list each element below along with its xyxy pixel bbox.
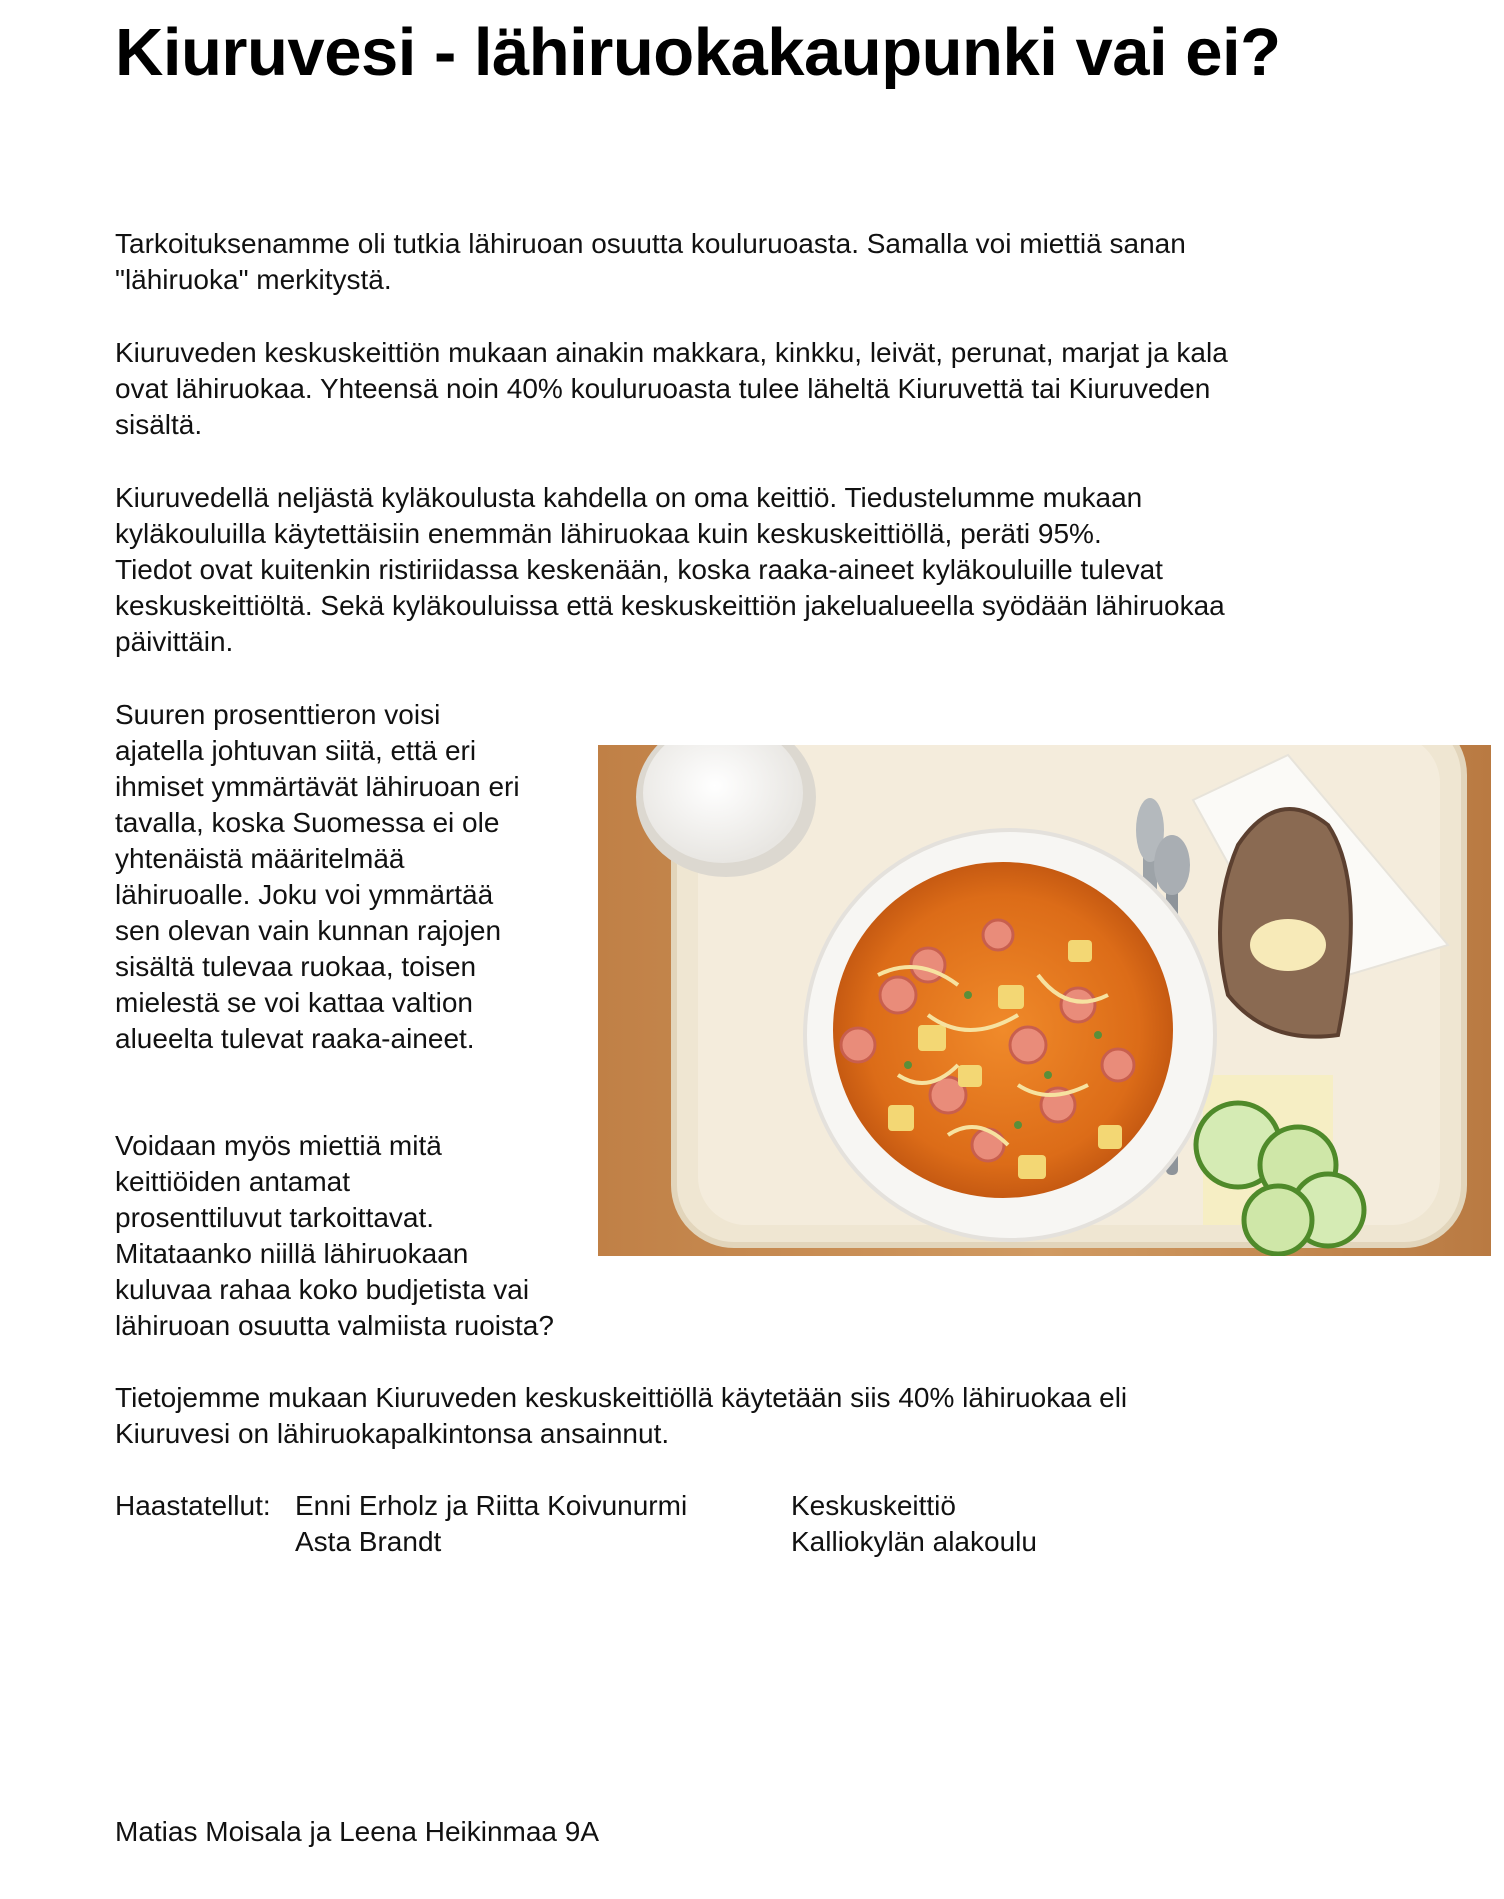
text-line: lähiruoan osuutta valmiista ruoista? [115,1310,554,1341]
paragraph-prosenttiluvut [115,1128,615,1344]
paragraph-conclusion [115,1380,1405,1452]
credits-place: Kalliokylän alakoulu [791,1526,1037,1557]
text-line: Kiuruveden keskuskeittiön mukaan ainakin makkara, kinkku, leivät, perunat, marjat ja kala [115,337,1228,368]
authors: Matias Moisala ja Leena Heikinmaa 9A [115,1816,600,1847]
text-line: ajatella johtuvan siitä, että eri [115,735,477,766]
bread-slice [1220,809,1351,1037]
text-line: keskuskeittiöltä. Sekä kyläkouluissa että keskuskeittiön jakelualueella syödään lähiruokaa [115,590,1225,621]
text-line: Tiedot ovat kuitenkin ristiriidassa keskenään, koska raaka-aineet kyläkouluille tulevat [115,554,1163,585]
text-line: yhtenäistä määritelmää [115,843,405,874]
text-line: lähiruoalle. Joku voi ymmärtää [115,879,494,910]
text-line: sisältä. [115,409,203,440]
credits-name: Asta Brandt [295,1526,442,1557]
text-line: mielestä se voi kattaa valtion [115,987,473,1018]
text-line: prosenttiluvut tarkoittavat. [115,1202,435,1233]
text-line: "lähiruoka" merkitystä. [115,264,392,295]
paragraph-prosenttiero [115,697,575,1057]
text-line: Kiuruvesi on lähiruokapalkintonsa ansainnut. [115,1418,670,1449]
text-line: Kiuruvedellä neljästä kyläkoulusta kahdella on oma keittiö. Tiedustelumme mukaan [115,482,1143,513]
paragraph-keskuskeittio [115,335,1405,443]
paragraph-intro [115,226,1405,298]
bowl [805,830,1215,1240]
text-line: Voidaan myös miettiä mitä [115,1130,442,1161]
page-title: Kiuruvesi - lähiruokakaupunki vai ei? [115,15,1281,90]
credits-place: Keskuskeittiö [791,1490,956,1521]
text-line: Tietojemme mukaan Kiuruveden keskuskeittiöllä käytetään siis 40% lähiruokaa eli [115,1382,1128,1413]
text-line: alueelta tulevat raaka-aineet. [115,1023,475,1054]
text-line: Tarkoituksenamme oli tutkia lähiruoan osuutta kouluruoasta. Samalla voi miettiä sanan [115,228,1186,259]
text-line: päivittäin. [115,626,234,657]
paragraph-kylakoulut [115,480,1405,660]
text-line: kuluvaa rahaa koko budjetista vai [115,1274,530,1305]
text-line: Suuren prosenttieron voisi [115,699,441,730]
text-line: keittiöiden antamat [115,1166,351,1197]
school-lunch-photo [598,745,1491,1256]
text-line: sisältä tulevaa ruokaa, toisen [115,951,477,982]
text-line: kyläkouluilla käytettäisiin enemmän lähiruokaa kuin keskuskeittiöllä, peräti 95%. [115,518,1102,549]
text-line: sen olevan vain kunnan rajojen [115,915,502,946]
credits-label: Haastatellut: [115,1490,271,1521]
text-line: tavalla, koska Suomessa ei ole [115,807,500,838]
text-line: Mitataanko niillä lähiruokaan [115,1238,469,1269]
credits-name: Enni Erholz ja Riitta Koivunurmi [295,1490,688,1521]
text-line: ihmiset ymmärtävät lähiruoan eri [115,771,520,802]
text-line: ovat lähiruokaa. Yhteensä noin 40% kouluruoasta tulee läheltä Kiuruvettä tai Kiuruveden [115,373,1211,404]
